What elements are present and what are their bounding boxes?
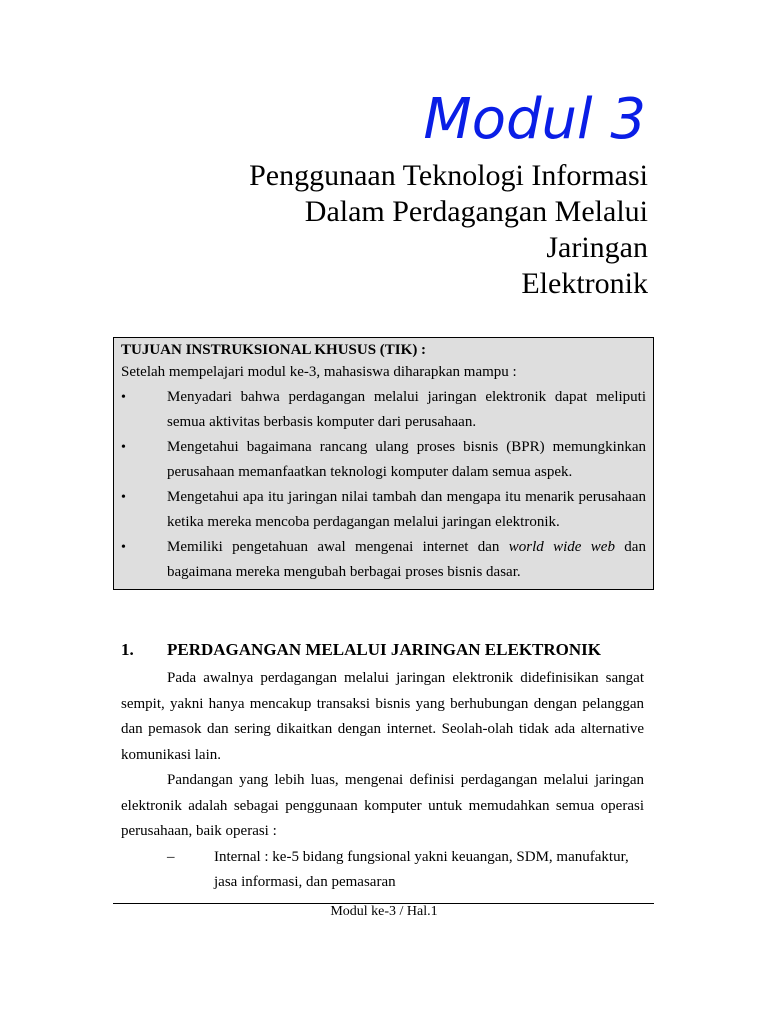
module-title: Modul 3 bbox=[423, 87, 646, 152]
tik-list-item bbox=[121, 535, 646, 585]
tik-heading: TUJUAN INSTRUKSIONAL KHUSUS (TIK) : bbox=[121, 342, 427, 358]
bullet-icon: • bbox=[121, 490, 126, 505]
section-heading bbox=[121, 640, 601, 660]
tik-list-item bbox=[121, 435, 646, 485]
subtitle-line: Penggunaan Teknologi Informasi bbox=[249, 159, 648, 192]
module-subtitle bbox=[128, 158, 648, 302]
bullet-icon: • bbox=[121, 440, 126, 455]
section-number: 1. bbox=[121, 640, 134, 659]
tik-box bbox=[113, 337, 654, 590]
tik-list-item bbox=[121, 385, 646, 435]
bullet-icon: • bbox=[121, 390, 126, 405]
tik-item-text-part: Memiliki pengetahuan awal mengenai internet dan bbox=[167, 539, 509, 555]
tik-item-italic-term: world wide web bbox=[508, 539, 615, 555]
tik-list-item bbox=[121, 485, 646, 535]
subtitle-line: Dalam Perdagangan Melalui bbox=[304, 195, 648, 228]
tik-item-text bbox=[167, 535, 646, 585]
page-footer: Modul ke-3 / Hal.1 bbox=[330, 904, 438, 919]
dash-marker: – bbox=[167, 848, 175, 865]
subtitle-line: Elektronik bbox=[521, 267, 648, 300]
section-title: PERDAGANGAN MELALUI JARINGAN ELEKTRONIK bbox=[167, 640, 602, 659]
dash-item-text: Internal : ke-5 bidang fungsional yakni keuangan, SDM, manufaktur, jasa informasi, dan pemasaran bbox=[214, 848, 629, 890]
tik-intro: Setelah mempelajari modul ke-3, mahasiswa diharapkan mampu : bbox=[121, 364, 517, 380]
tik-item-text-part: dan bagaimana mereka mengubah berbagai proses bisnis dasar. bbox=[167, 539, 646, 580]
dash-list-item bbox=[167, 845, 644, 896]
tik-list bbox=[121, 385, 646, 585]
tik-item-text: Menyadari bahwa perdagangan melalui jaringan elektronik dapat meliputi semua aktivitas berbasis komputer dari perusahaan. bbox=[167, 389, 646, 430]
tik-item-text: Mengetahui bagaimana rancang ulang proses bisnis (BPR) memungkinkan perusahaan memanfaatkan teknologi komputer dalam semua aspek. bbox=[167, 439, 646, 480]
paragraph: Pandangan yang lebih luas, mengenai definisi perdagangan melalui jaringan elektronik adalah sebagai penggunaan komputer untuk memudahkan semua operasi perusahaan, baik operasi : bbox=[121, 772, 644, 839]
section-body bbox=[121, 666, 644, 896]
bullet-icon: • bbox=[121, 540, 126, 555]
paragraph: Pada awalnya perdagangan melalui jaringan elektronik didefinisikan sangat sempit, yakni hanya mencakup transaksi bisnis yang berhubungan dengan pelanggan dan pemasok dan sering dikaitkan dengan internet. Seolah-olah tidak ada alternative komunikasi lain. bbox=[121, 670, 644, 763]
tik-item-text: Mengetahui apa itu jaringan nilai tambah dan mengapa itu menarik perusahaan ketika mereka mencoba perdagangan melalui jaringan elektronik. bbox=[167, 489, 646, 530]
subtitle-line: Jaringan bbox=[546, 231, 648, 264]
